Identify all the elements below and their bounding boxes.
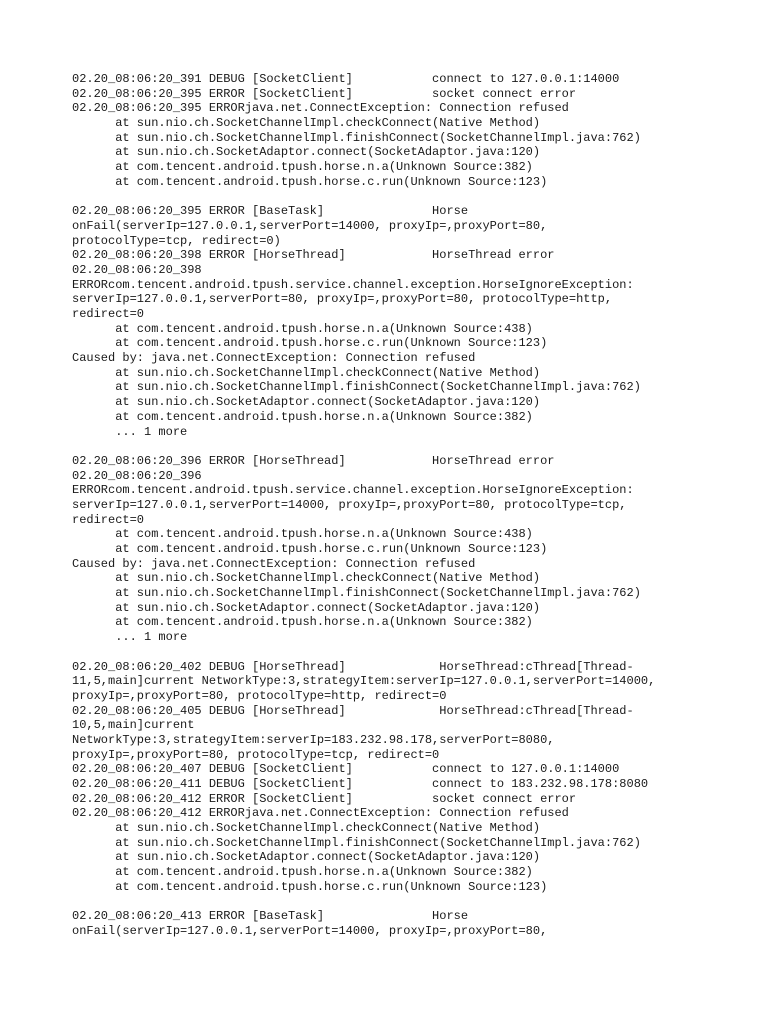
log-line: 02.20_08:06:20_413 ERROR [BaseTask] Horse [72, 909, 469, 924]
log-line: at com.tencent.android.tpush.horse.c.run(Unknown Source:123) [72, 174, 548, 189]
log-line: at com.tencent.android.tpush.horse.n.a(Unknown Source:382) [72, 409, 533, 424]
log-line: at sun.nio.ch.SocketChannelImpl.finishConnect(SocketChannelImpl.java:762) [72, 586, 641, 601]
blank-line [72, 895, 712, 910]
log-line: at sun.nio.ch.SocketAdaptor.connect(SocketAdaptor.java:120) [72, 145, 541, 160]
log-line: 02.20_08:06:20_398 ERROR [HorseThread] HorseThread error [72, 248, 555, 263]
log-line: proxyIp=,proxyPort=80, protocolType=tcp, redirect=0 [72, 747, 440, 762]
log-line: 02.20_08:06:20_402 DEBUG [HorseThread] HorseThread:cThread[Thread- [72, 659, 634, 674]
blank-line [72, 190, 712, 205]
log-line: 02.20_08:06:20_405 DEBUG [HorseThread] HorseThread:cThread[Thread- [72, 703, 634, 718]
log-line: at sun.nio.ch.SocketChannelImpl.checkConnect(Native Method) [72, 571, 541, 586]
log-line: 02.20_08:06:20_398 [72, 262, 202, 277]
log-line: at sun.nio.ch.SocketAdaptor.connect(SocketAdaptor.java:120) [72, 850, 541, 865]
log-line: at com.tencent.android.tpush.horse.c.run(Unknown Source:123) [72, 879, 548, 894]
log-line: protocolType=tcp, redirect=0) [72, 233, 281, 248]
log-line: at sun.nio.ch.SocketChannelImpl.finishConnect(SocketChannelImpl.java:762) [72, 380, 641, 395]
log-line: at com.tencent.android.tpush.horse.n.a(Unknown Source:382) [72, 615, 533, 630]
log-line: ERRORcom.tencent.android.tpush.service.channel.exception.HorseIgnoreException: [72, 277, 634, 292]
log-line: at sun.nio.ch.SocketChannelImpl.finishConnect(SocketChannelImpl.java:762) [72, 835, 641, 850]
log-line: serverIp=127.0.0.1,serverPort=14000, proxyIp=,proxyPort=80, protocolType=tcp, [72, 497, 627, 512]
log-line: NetworkType:3,strategyItem:serverIp=183.232.98.178,serverPort=8080, [72, 732, 555, 747]
log-line: 02.20_08:06:20_396 [72, 468, 202, 483]
log-line: at com.tencent.android.tpush.horse.c.run(Unknown Source:123) [72, 336, 548, 351]
log-line: 10,5,main]current [72, 718, 195, 733]
log-line: 02.20_08:06:20_395 ERRORjava.net.ConnectException: Connection refused [72, 101, 569, 116]
log-line: 02.20_08:06:20_412 ERRORjava.net.ConnectException: Connection refused [72, 806, 569, 821]
log-line: redirect=0 [72, 512, 145, 527]
log-line: 02.20_08:06:20_396 ERROR [HorseThread] HorseThread error [72, 453, 555, 468]
log-line: 02.20_08:06:20_407 DEBUG [SocketClient] connect to 127.0.0.1:14000 [72, 762, 620, 777]
log-line: 02.20_08:06:20_395 ERROR [SocketClient] socket connect error [72, 86, 577, 101]
blank-line [72, 439, 712, 454]
log-line: serverIp=127.0.0.1,serverPort=80, proxyIp=,proxyPort=80, protocolType=http, [72, 292, 613, 307]
log-line: 02.20_08:06:20_391 DEBUG [SocketClient] connect to 127.0.0.1:14000 [72, 72, 620, 86]
log-line: at sun.nio.ch.SocketChannelImpl.checkConnect(Native Method) [72, 116, 541, 131]
log-line: at sun.nio.ch.SocketAdaptor.connect(SocketAdaptor.java:120) [72, 395, 541, 410]
log-line: proxyIp=,proxyPort=80, protocolType=http, redirect=0 [72, 688, 447, 703]
log-line: at sun.nio.ch.SocketChannelImpl.checkConnect(Native Method) [72, 365, 541, 380]
log-line: at com.tencent.android.tpush.horse.n.a(Unknown Source:438) [72, 321, 533, 336]
log-line: at sun.nio.ch.SocketChannelImpl.finishConnect(SocketChannelImpl.java:762) [72, 130, 641, 145]
log-line: 11,5,main]current NetworkType:3,strategyItem:serverIp=127.0.0.1,serverPort=14000, [72, 674, 656, 689]
log-line: 02.20_08:06:20_411 DEBUG [SocketClient] connect to 183.232.98.178:8080 [72, 777, 649, 791]
log-text-block [72, 72, 712, 939]
log-line: 02.20_08:06:20_395 ERROR [BaseTask] Horse [72, 204, 469, 219]
log-line: ERRORcom.tencent.android.tpush.service.channel.exception.HorseIgnoreException: [72, 483, 634, 498]
log-line: ... 1 more [72, 424, 188, 439]
blank-line [72, 645, 712, 660]
log-line: onFail(serverIp=127.0.0.1,serverPort=14000, proxyIp=,proxyPort=80, [72, 218, 548, 233]
log-line: at com.tencent.android.tpush.horse.c.run(Unknown Source:123) [72, 542, 548, 556]
log-line: at com.tencent.android.tpush.horse.n.a(Unknown Source:438) [72, 527, 533, 542]
log-line: at sun.nio.ch.SocketAdaptor.connect(SocketAdaptor.java:120) [72, 600, 541, 615]
log-line: onFail(serverIp=127.0.0.1,serverPort=14000, proxyIp=,proxyPort=80, [72, 923, 548, 938]
log-line: Caused by: java.net.ConnectException: Connection refused [72, 351, 476, 366]
log-line: at com.tencent.android.tpush.horse.n.a(Unknown Source:382) [72, 160, 533, 175]
log-line: 02.20_08:06:20_412 ERROR [SocketClient] socket connect error [72, 791, 577, 806]
log-line: Caused by: java.net.ConnectException: Connection refused [72, 556, 476, 571]
log-line: at com.tencent.android.tpush.horse.n.a(Unknown Source:382) [72, 865, 533, 880]
log-line: ... 1 more [72, 630, 188, 645]
log-line: at sun.nio.ch.SocketChannelImpl.checkConnect(Native Method) [72, 821, 541, 836]
log-line: redirect=0 [72, 307, 145, 321]
